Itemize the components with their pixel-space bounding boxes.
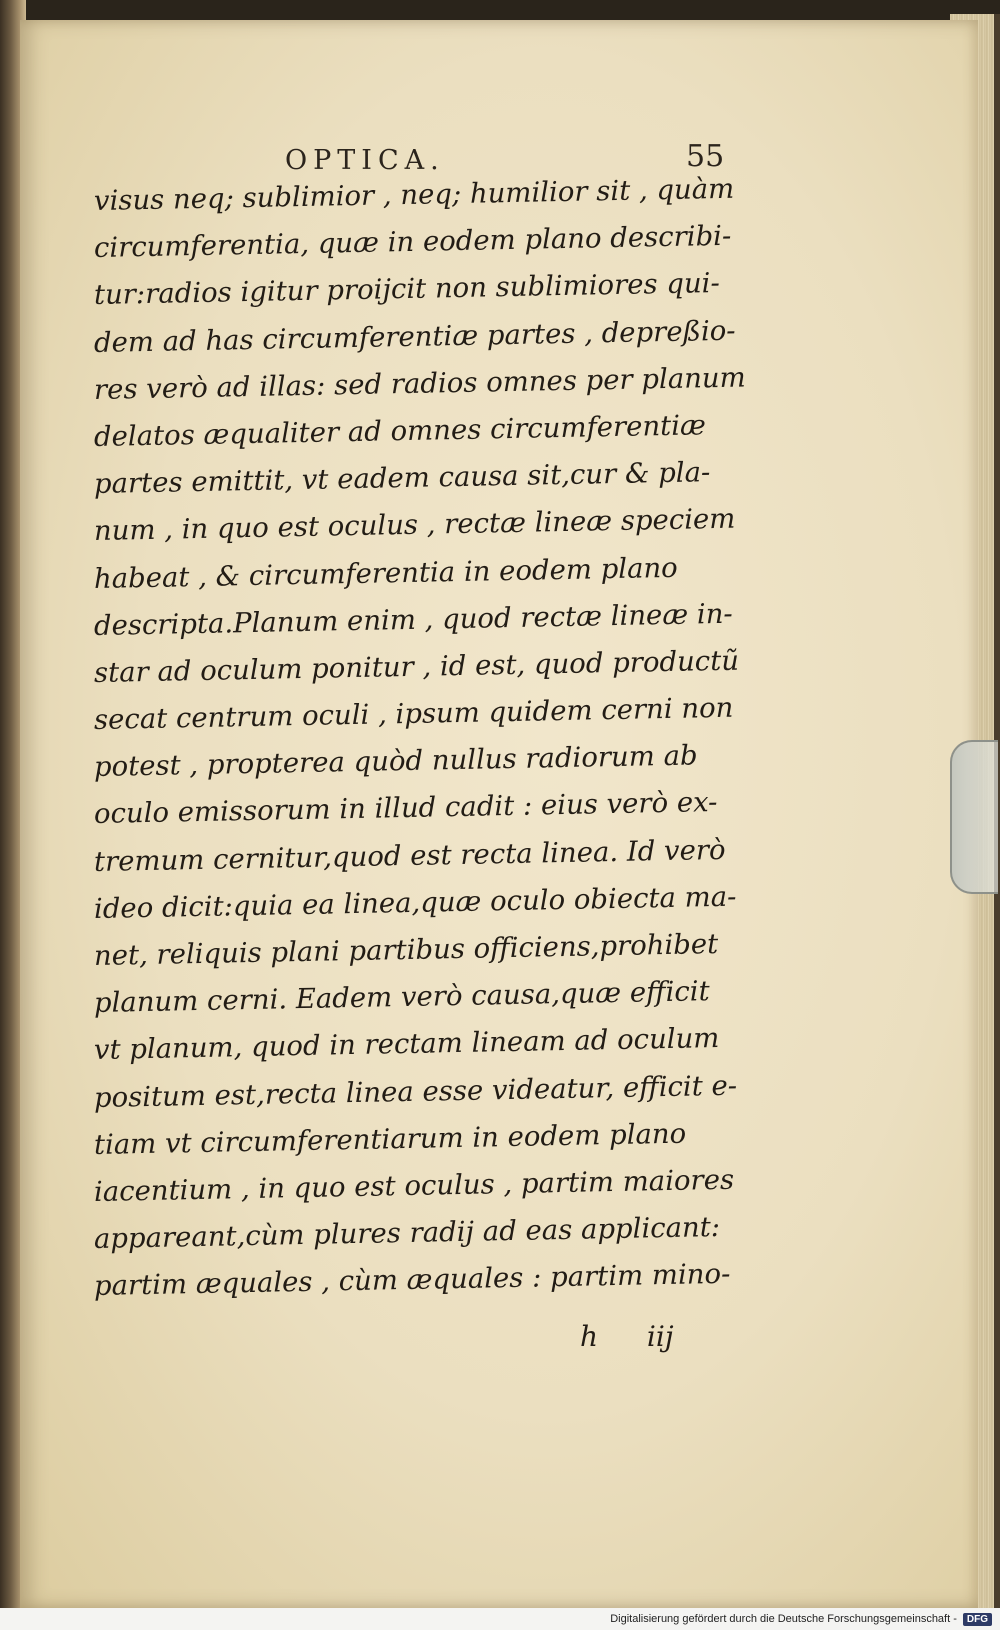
text-line: delatos æqualiter ad omnes circumferentiæ	[93, 409, 707, 453]
signature-mark: h iij	[580, 1320, 674, 1353]
dfg-logo-icon: DFG	[963, 1613, 992, 1626]
text-line: ideo dicit:quia ea linea,quæ oculo obiecta ma-	[93, 880, 737, 925]
text-line: visus neq; sublimior , neq; humilior sit , quàm	[93, 172, 735, 217]
footer-credit: Digitalisierung gefördert durch die Deutsche Forschungsgemeinschaft -	[610, 1613, 957, 1625]
body-text	[93, 172, 784, 1311]
text-line: iacentium , in quo est oculus , partim maiores	[93, 1163, 735, 1208]
text-line: res verò ad illas: sed radios omnes per planum	[93, 361, 746, 406]
text-line: vt planum, quod in rectam lineam ad oculum	[93, 1022, 720, 1067]
text-line: positum est,recta linea esse videatur, efficit e-	[93, 1069, 738, 1114]
page-clip	[950, 740, 998, 894]
book-page	[20, 20, 978, 1608]
text-line: secat centrum oculi , ipsum quidem cerni non	[93, 691, 734, 737]
text-line: net, reliquis plani partibus officiens,prohibet	[93, 928, 719, 972]
text-line: oculo emissorum in illud cadit : eius verò ex-	[93, 786, 718, 831]
text-line: partim æquales , cùm æquales : partim mino-	[93, 1258, 731, 1303]
text-line: appareant,cùm plures radij ad eas applicant:	[93, 1211, 721, 1256]
digitization-footer	[0, 1608, 1000, 1630]
page-number: 55	[686, 139, 725, 174]
text-line: tiam vt circumferentiarum in eodem plano	[93, 1117, 687, 1161]
text-line: descripta.Planum enim , quod rectæ lineæ in-	[93, 597, 733, 642]
text-line: dem ad has circumferentiæ partes , depreßio-	[93, 314, 736, 359]
text-line: star ad oculum ponitur , id est, quod productũ	[93, 644, 740, 689]
text-line: tur:radios igitur proijcit non sublimiores qui-	[93, 267, 721, 312]
running-head: OPTICA.	[285, 145, 445, 176]
text-line: circumferentia, quæ in eodem plano describi-	[93, 219, 732, 265]
text-line: planum cerni. Eadem verò causa,quæ efficit	[93, 975, 710, 1020]
text-line: habeat , & circumferentia in eodem plano	[93, 551, 679, 595]
text-line: tremum cernitur,quod est recta linea. Id verò	[93, 833, 726, 878]
text-line: partes emittit, vt eadem causa sit,cur & pla-	[93, 456, 711, 501]
text-line: potest , propterea quòd nullus radiorum ab	[93, 739, 698, 784]
text-line: num , in quo est oculus , rectæ lineæ speciem	[93, 503, 736, 548]
